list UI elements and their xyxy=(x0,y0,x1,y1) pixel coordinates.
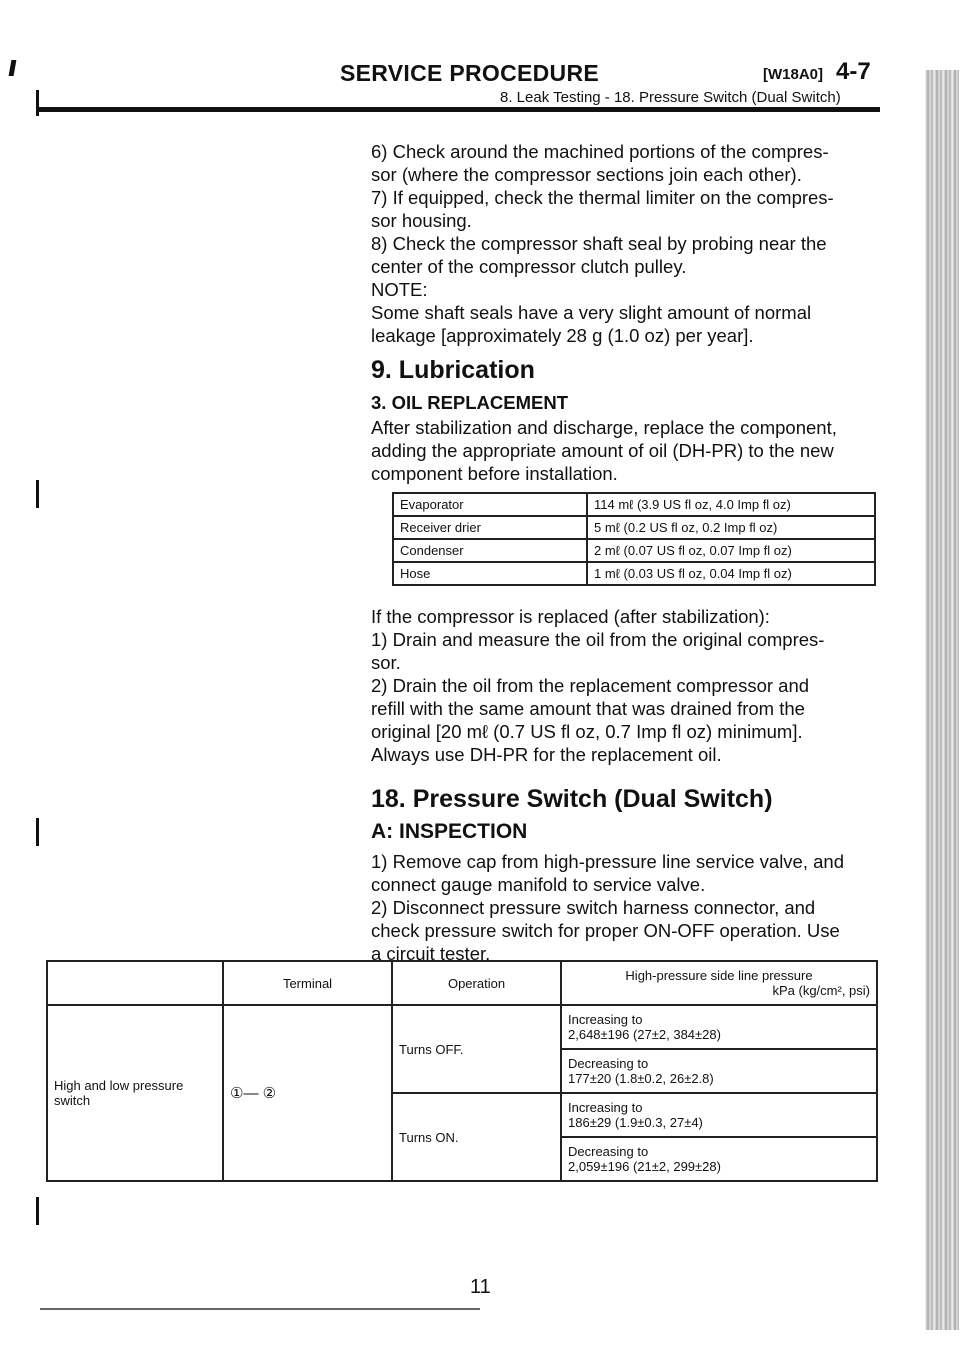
header-terminal: Terminal xyxy=(223,961,392,1005)
margin-mark xyxy=(36,1197,39,1225)
oil-component: Receiver drier xyxy=(393,516,587,539)
oil-amount: 114 mℓ (3.9 US fl oz, 4.0 Imp fl oz) xyxy=(587,493,875,516)
pressure-switch-table xyxy=(46,960,878,1182)
text-line: component before installation. xyxy=(371,463,618,484)
subsection-title-oil: 3. OIL REPLACEMENT xyxy=(371,392,569,413)
text-line: original [20 mℓ (0.7 US fl oz, 0.7 Imp fl oz) minimum]. xyxy=(371,721,803,742)
pressure-value: 2,648±196 (27±2, 384±28) xyxy=(568,1027,721,1042)
pressure-off-increasing xyxy=(561,1005,877,1049)
header-title: SERVICE PROCEDURE xyxy=(340,60,600,86)
text-line: Some shaft seals have a very slight amount of normal xyxy=(371,302,812,323)
margin-mark xyxy=(36,480,39,508)
operation-on: Turns ON. xyxy=(392,1093,561,1181)
table-row xyxy=(393,562,875,585)
table-row xyxy=(393,493,875,516)
section-title-pressure-switch: 18. Pressure Switch (Dual Switch) xyxy=(371,785,773,813)
subsection-title-inspection: A: INSPECTION xyxy=(371,820,528,843)
pressure-value: 177±20 (1.8±0.2, 26±2.8) xyxy=(568,1071,714,1086)
operation-off: Turns OFF. xyxy=(392,1005,561,1093)
text-line: a circuit tester. xyxy=(371,943,491,964)
text-line: Always use DH-PR for the replacement oil. xyxy=(371,744,722,765)
pressure-label: Increasing to xyxy=(568,1100,643,1115)
pressure-label: Increasing to xyxy=(568,1012,643,1027)
header-pressure xyxy=(561,961,877,1005)
text-line: refill with the same amount that was drained from the xyxy=(371,698,805,719)
oil-component: Evaporator xyxy=(393,493,587,516)
terminal-value: ①— ② xyxy=(223,1005,392,1181)
text-line: NOTE: xyxy=(371,279,428,300)
pressure-off-decreasing xyxy=(561,1049,877,1093)
table-row xyxy=(393,539,875,562)
table-row xyxy=(393,516,875,539)
pressure-label: Decreasing to xyxy=(568,1056,649,1071)
text-line: sor housing. xyxy=(371,210,472,231)
text-line: 7) If equipped, check the thermal limiter on the compres- xyxy=(371,187,834,208)
text-line: 8) Check the compressor shaft seal by probing near the xyxy=(371,233,827,254)
header-rule xyxy=(38,107,880,112)
margin-mark xyxy=(36,90,39,116)
text-line: 2) Disconnect pressure switch harness connector, and xyxy=(371,897,816,918)
section-title-lubrication: 9. Lubrication xyxy=(371,356,535,384)
table-row xyxy=(47,1005,877,1049)
oil-component: Hose xyxy=(393,562,587,585)
header-pressure-line1: High-pressure side line pressure xyxy=(625,968,813,983)
oil-amount: 1 mℓ (0.03 US fl oz, 0.04 Imp fl oz) xyxy=(587,562,875,585)
pressure-on-increasing xyxy=(561,1093,877,1137)
text-line: If the compressor is replaced (after stabilization): xyxy=(371,606,770,627)
margin-mark xyxy=(9,60,17,76)
inspection-steps xyxy=(371,850,844,965)
table-header-row xyxy=(47,961,877,1005)
corner-mark xyxy=(40,1308,480,1310)
binding-edge xyxy=(925,70,959,1330)
header-operation: Operation xyxy=(392,961,561,1005)
text-line: adding the appropriate amount of oil (DH-PR) to the new xyxy=(371,440,834,461)
pressure-value: 2,059±196 (21±2, 299±28) xyxy=(568,1159,721,1174)
leak-steps xyxy=(371,140,834,347)
pressure-label: Decreasing to xyxy=(568,1144,649,1159)
oil-amount: 2 mℓ (0.07 US fl oz, 0.07 Imp fl oz) xyxy=(587,539,875,562)
text-line: connect gauge manifold to service valve. xyxy=(371,874,706,895)
switch-item: High and low pressure switch xyxy=(47,1005,223,1181)
pressure-value: 186±29 (1.9±0.3, 27±4) xyxy=(568,1115,703,1130)
text-line: center of the compressor clutch pulley. xyxy=(371,256,687,277)
text-line: sor (where the compressor sections join each other). xyxy=(371,164,802,185)
pressure-on-decreasing xyxy=(561,1137,877,1181)
header-code: [W18A0] xyxy=(763,66,824,83)
header-subtitle: 8. Leak Testing - 18. Pressure Switch (Dual Switch) xyxy=(500,89,841,106)
text-line: 2) Drain the oil from the replacement compressor and xyxy=(371,675,810,696)
text-line: After stabilization and discharge, replace the component, xyxy=(371,417,837,438)
text-line: 6) Check around the machined portions of the compres- xyxy=(371,141,829,162)
oil-component: Condenser xyxy=(393,539,587,562)
text-line: check pressure switch for proper ON-OFF operation. Use xyxy=(371,920,840,941)
lubrication-intro xyxy=(371,416,837,485)
text-line: sor. xyxy=(371,652,401,673)
text-line: 1) Remove cap from high-pressure line service valve, and xyxy=(371,851,844,872)
oil-amount: 5 mℓ (0.2 US fl oz, 0.2 Imp fl oz) xyxy=(587,516,875,539)
header-page-ref: 4-7 xyxy=(836,58,871,85)
compressor-replacement-steps xyxy=(371,605,824,766)
header-pressure-line2: kPa (kg/cm², psi) xyxy=(772,983,870,998)
header-blank-cell xyxy=(47,961,223,1005)
text-line: leakage [approximately 28 g (1.0 oz) per year]. xyxy=(371,325,754,346)
oil-amount-table xyxy=(392,492,876,586)
margin-mark xyxy=(36,818,39,846)
text-line: 1) Drain and measure the oil from the original compres- xyxy=(371,629,825,650)
page-number: 11 xyxy=(470,1276,491,1298)
